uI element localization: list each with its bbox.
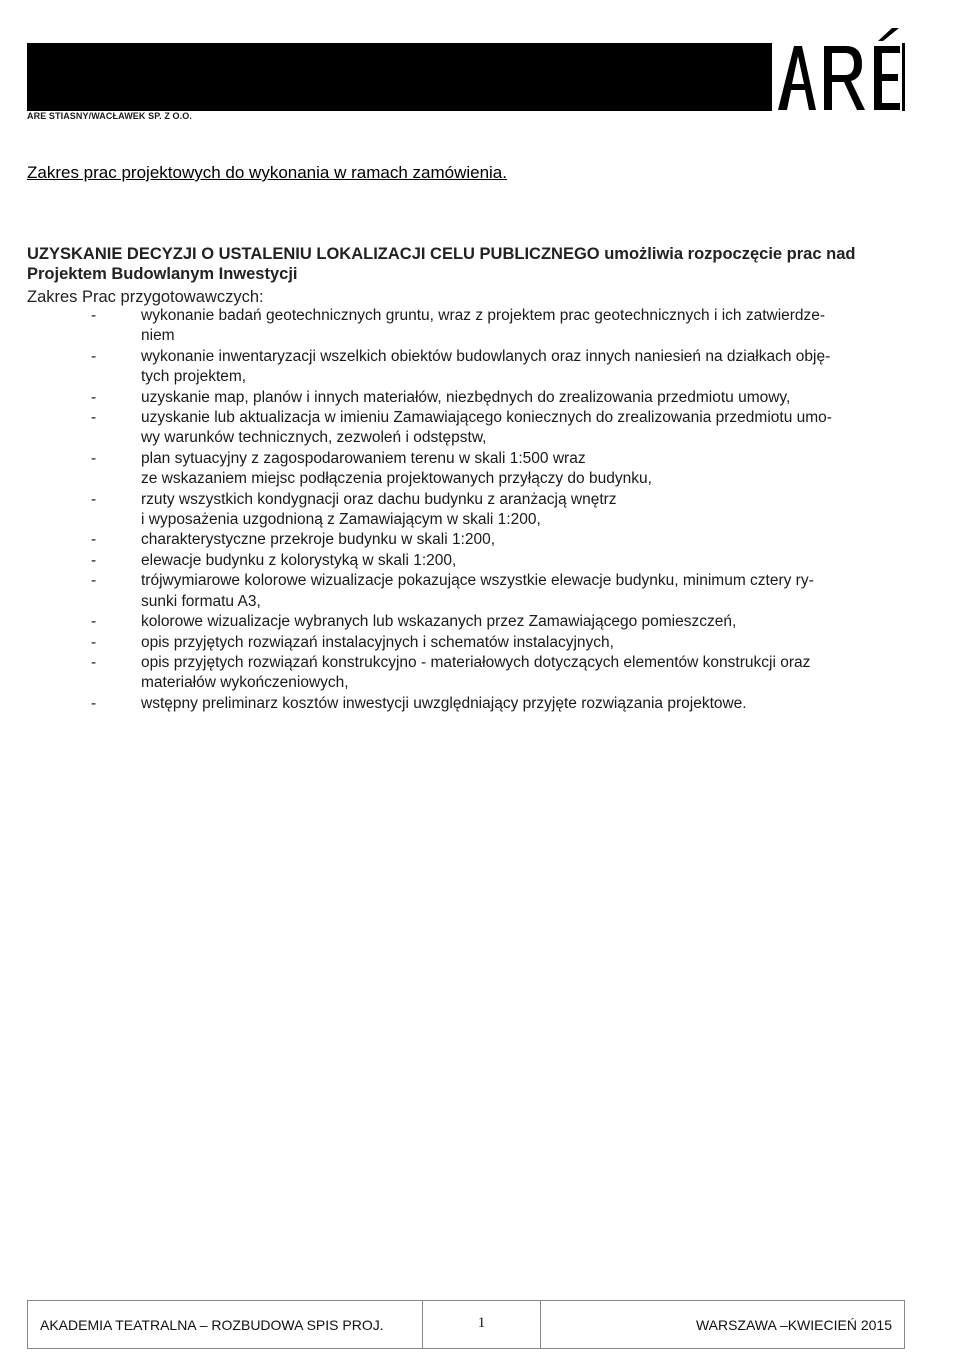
list-item-text: wstępny preliminarz kosztów inwestycji uwzględniający przyjęte rozwiązania projektowe. — [141, 694, 747, 712]
list-dash: - — [91, 531, 97, 549]
list-item — [27, 694, 937, 714]
list-item-text: trójwymiarowe kolorowe wizualizacje pokazujące wszystkie elewacje budynku, minimum cztery ry- sunki formatu A3, — [141, 572, 814, 610]
list-dash: - — [91, 409, 97, 427]
list-item-text: opis przyjętych rozwiązań instalacyjnych i schematów instalacyjnych, — [141, 633, 614, 651]
list-item-text: uzyskanie lub aktualizacja w imieniu Zamawiającego koniecznych do zrealizowania przedmiotu umo- wy warunków technicznych, zezwoleń i odstępstw, — [141, 409, 832, 447]
document-title: Zakres prac projektowych do wykonania w ramach zamówienia. — [27, 163, 507, 182]
list-item — [27, 490, 937, 531]
list-dash: - — [91, 347, 97, 365]
page-number: 1 — [423, 1301, 541, 1348]
footer-place-date: WARSZAWA –KWIECIEŃ 2015 — [695, 1316, 892, 1333]
list-dash: - — [91, 633, 97, 651]
list-item — [27, 612, 937, 632]
list-item — [27, 408, 937, 449]
list-item — [27, 306, 937, 347]
task-list — [27, 306, 937, 714]
list-item-text: wykonanie inwentaryzacji wszelkich obiektów budowlanych oraz innych naniesień na działkach obję- tych projektem, — [141, 347, 831, 386]
list-item-text: rzuty wszystkich kondygnacji oraz dachu budynku z aranżacją wnętrz i wyposażenia uzgodnioną z Zamawiającym w skali 1:200, — [141, 490, 617, 529]
list-item-text: elewacje budynku z kolorystyką w skali 1:200, — [141, 551, 457, 569]
list-dash: - — [91, 490, 97, 508]
company-name: ARE STIASNY/WACŁAWEK SP. Z O.O. — [27, 111, 192, 121]
list-item-text: plan sytuacyjny z zagospodarowaniem terenu w skali 1:500 wraz ze wskazaniem miejsc podłączenia projektowanych przyłączy do budynku, — [141, 449, 652, 488]
list-dash: - — [91, 613, 97, 631]
list-dash: - — [91, 694, 97, 712]
prep-works-label: Zakres Prac przygotowawczych: — [27, 288, 264, 306]
section-heading: UZYSKANIE DECYZJI O USTALENIU LOKALIZACJI CELU PUBLICZNEGO umożliwia rozpoczęcie prac nad Projektem Budowlanym Inwestycji — [27, 245, 856, 283]
list-item — [27, 633, 937, 653]
list-item-text: kolorowe wizualizacje wybranych lub wskazanych przez Zamawiającego pomieszczeń, — [141, 613, 737, 631]
list-dash: - — [91, 307, 97, 324]
list-item — [27, 551, 937, 571]
list-item-text: uzyskanie map, planów i innych materiałów, niezbędnych do zrealizowania przedmiotu umowy, — [141, 388, 791, 406]
list-item-text: charakterystyczne przekroje budynku w skali 1:200, — [141, 531, 496, 549]
list-dash: - — [91, 551, 97, 569]
list-item — [27, 530, 937, 550]
list-item — [27, 571, 937, 612]
list-item — [27, 347, 937, 388]
page-footer — [27, 1300, 905, 1349]
footer-project: AKADEMIA TEATRALNA – ROZBUDOWA SPIS PROJ. — [28, 1301, 423, 1348]
list-item-text: wykonanie badań geotechnicznych gruntu, wraz z projektem prac geotechnicznych i ich zatwierdze- niem — [141, 307, 826, 345]
list-item — [27, 449, 937, 490]
list-dash: - — [91, 572, 97, 590]
list-item — [27, 388, 937, 408]
list-dash: - — [91, 653, 97, 671]
are-logo — [772, 28, 902, 112]
list-dash: - — [91, 449, 97, 467]
list-item-text: opis przyjętych rozwiązań konstrukcyjno - materiałowych dotyczących elementów konstrukcji oraz materiałów wykończeniowych, — [141, 653, 811, 692]
list-dash: - — [91, 388, 97, 406]
list-item — [27, 653, 937, 694]
